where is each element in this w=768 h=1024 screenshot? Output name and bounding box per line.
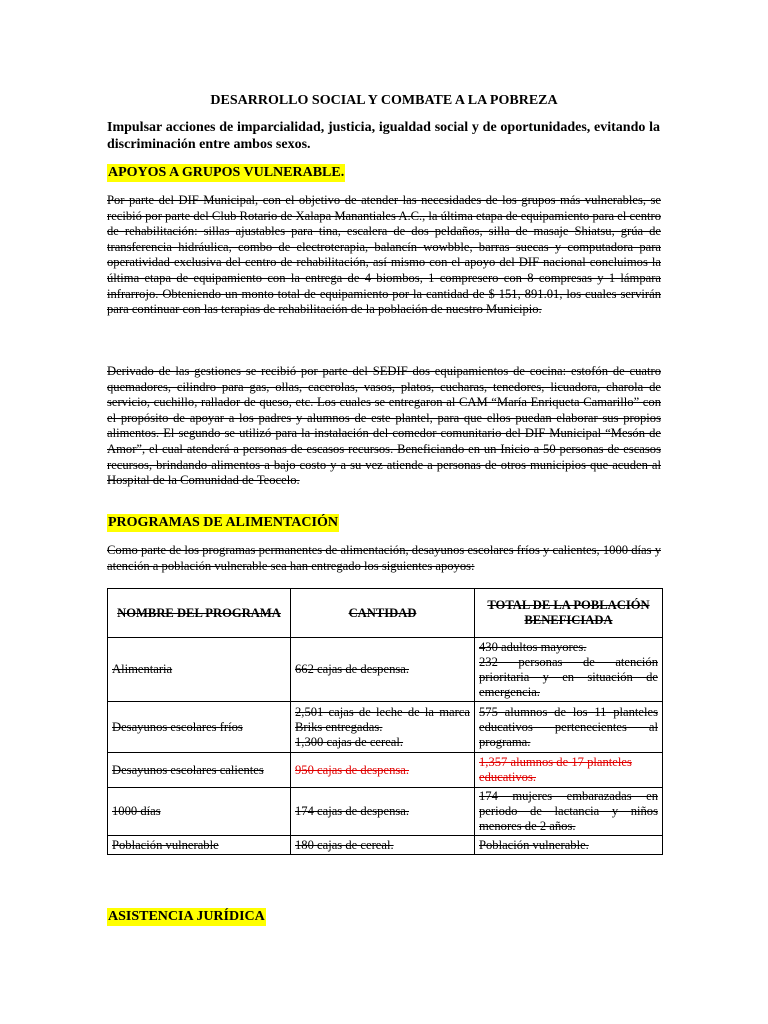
cell-programa: 1000 días bbox=[108, 788, 291, 836]
table-row bbox=[108, 702, 663, 753]
cell-beneficiada bbox=[475, 638, 663, 702]
paragraph-apoyos-2: Derivado de las gestiones se recibió por parte del SEDIF dos equipamientos de cocina: estofón de cuatro quemadores, cilindro para gas, ollas, cacerolas, vasos, platos, cucharas, tenedores, licuadora, charola de servicio, cuchillo, rallador de queso, etc. Los cuales se entregaron al CAM “María Enriqueta Camarillo” con el propósito de apoyar a los padres y alumnos de este plantel, para que ellos puedan elaborar sus propios alimentos. El segundo se utilizó para la instalación del comedor comunitario del DIF Municipal “Mesón de Amor”, el cual atenderá a personas de escasos recursos. Beneficiando en un Inicio a 50 personas de escasos recursos, brindando alimentos a bajo costo y a su vez atiende a personas de otros municipios que acuden al Hospital de la Comunidad de Teocelo. bbox=[107, 364, 661, 488]
cell-beneficiada: 174 mujeres embarazadas en periodo de lactancia y niños menores de 2 años. bbox=[475, 788, 663, 836]
cell-programa: Población vulnerable bbox=[108, 836, 291, 855]
cell-line: 2,501 cajas de leche de la marca Briks entregadas. bbox=[295, 704, 470, 734]
header-cantidad: CANTIDAD bbox=[291, 589, 475, 638]
cell-programa: Alimentaria bbox=[108, 638, 291, 702]
programs-table bbox=[107, 588, 663, 855]
cell-cantidad: 174 cajas de despensa. bbox=[291, 788, 475, 836]
cell-cantidad bbox=[291, 702, 475, 753]
paragraph-programas: Como parte de los programas permanentes de alimentación, desayunos escolares fríos y calientes, 1000 días y atención a población vulnerable sea han entregado los siguientes apoyos: bbox=[107, 543, 661, 573]
header-programa: NOMBRE DEL PROGRAMA bbox=[108, 589, 291, 638]
cell-line: 430 adultos mayores. bbox=[479, 639, 587, 654]
cell-programa: Desayunos escolares calientes bbox=[108, 753, 291, 788]
paragraph-apoyos-1: Por parte del DIF Municipal, con el objetivo de atender las necesidades de los grupos más vulnerables, se recibió por parte del Club Rotario de Xalapa Manantiales A.C., la última etapa de equipamiento para el centro de rehabilitación: sillas ajustables para tina, escalera de dos peldaños, silla de masaje Shiatsu, grúa de transferencia hidráulica, combo de electroterapia, balancín wowbble, barras suecas y computadora para operatividad exclusiva del centro de rehabilitación, así mismo con el apoyo del DIF nacional concluimos la última etapa de equipamiento con la entrega de 4 biombos, 1 compresero con 8 compresas y 1 lámpara infrarrojo. Obteniendo un monto total de equipamiento por la cantidad de $ 151, 891.01, los cuales servirán para continuar con las terapias de rehabilitación de la población de nuestro Municipio. bbox=[107, 193, 661, 317]
cell-beneficiada: Población vulnerable. bbox=[475, 836, 663, 855]
cell-beneficiada: 1,357 alumnos de 17 planteles educativos. bbox=[475, 753, 663, 788]
cell-line: 1,300 cajas de cereal. bbox=[295, 734, 404, 749]
cell-programa: Desayunos escolares fríos bbox=[108, 702, 291, 753]
table-row bbox=[108, 788, 663, 836]
header-beneficiada: TOTAL DE LA POBLACIÓN BENEFICIADA bbox=[475, 589, 663, 638]
table-row bbox=[108, 753, 663, 788]
cell-cantidad: 180 cajas de cereal. bbox=[291, 836, 475, 855]
section-heading-asistencia: ASISTENCIA JURÍDICA bbox=[108, 909, 265, 924]
table-row bbox=[108, 836, 663, 855]
cell-beneficiada: 575 alumnos de los 11 planteles educativos pertenecientes al programa. bbox=[475, 702, 663, 753]
section-heading-apoyos: APOYOS A GRUPOS VULNERABLE. bbox=[108, 165, 345, 180]
cell-line: 232 personas de atención prioritaria y en situación de emergencia. bbox=[479, 654, 658, 699]
cell-cantidad: 662 cajas de despensa. bbox=[291, 638, 475, 702]
page-title: DESARROLLO SOCIAL Y COMBATE A LA POBREZA bbox=[210, 93, 558, 108]
intro-statement: Impulsar acciones de imparcialidad, justicia, igualdad social y de oportunidades, evitando la discriminación entre ambos sexos. bbox=[107, 120, 660, 152]
table-row bbox=[108, 638, 663, 702]
table-header-row bbox=[108, 589, 663, 638]
cell-cantidad: 950 cajas de despensa. bbox=[291, 753, 475, 788]
section-heading-programas: PROGRAMAS DE ALIMENTACIÓN bbox=[108, 515, 338, 530]
